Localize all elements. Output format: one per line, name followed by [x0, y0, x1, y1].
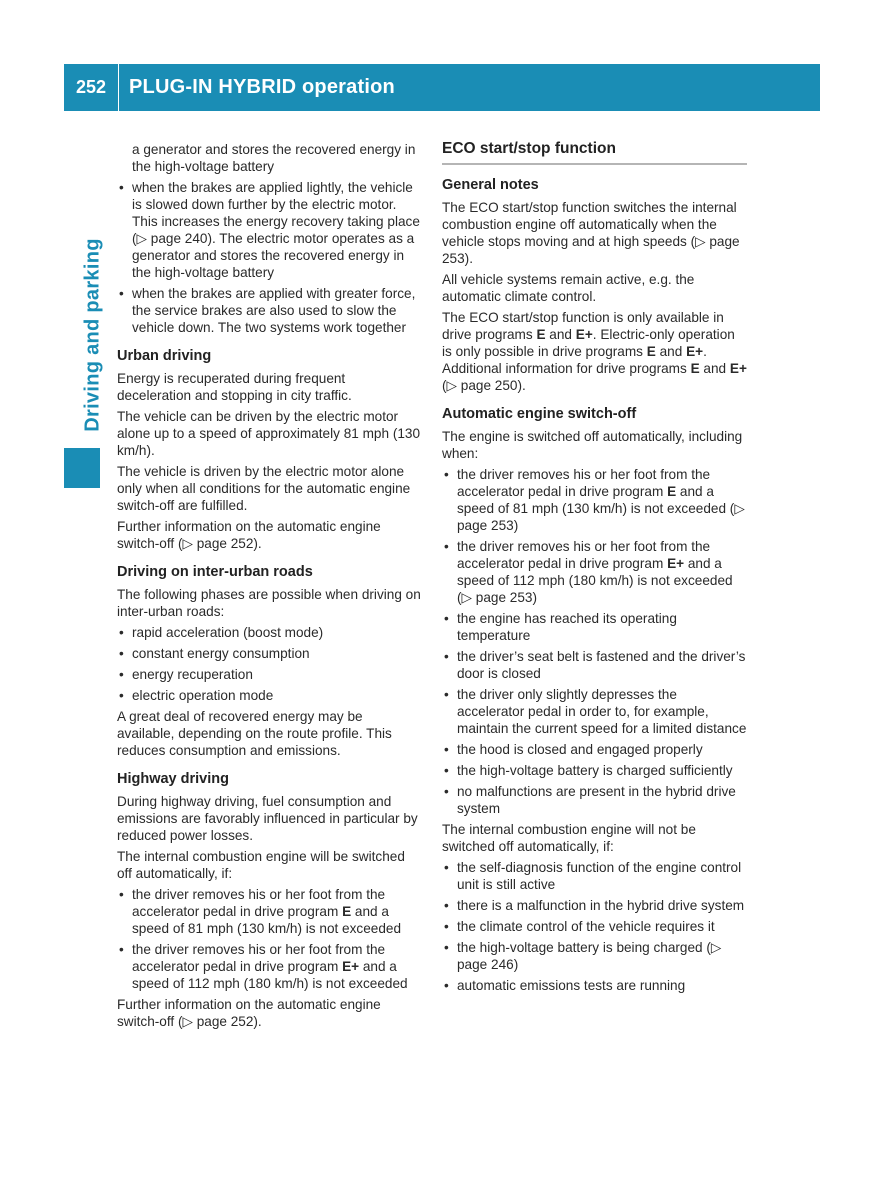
paragraph: Further information on the automatic engine switch-off (▷ page 252).	[117, 997, 381, 1029]
not-switched-off-list	[442, 859, 747, 994]
intro-bullet-list	[117, 179, 422, 336]
paragraph: The ECO start/stop function is only available in drive programs E and E+. Electric-only operation is only possible in drive programs E and E+. Additional information for drive programs E and E+ (▷ page 250).	[442, 310, 747, 393]
list-item: • the self-diagnosis function of the engine control unit is still active	[442, 859, 747, 893]
intro-continuation: a generator and stores the recovered energy in the high-voltage battery	[132, 142, 416, 174]
list-item: • the hood is closed and engaged properly	[442, 741, 747, 758]
highway-bullet-list	[117, 886, 422, 992]
list-item: • the driver removes his or her foot from the accelerator pedal in drive program E+ and a speed of 112 mph (180 km/h) is not exceeded (▷ page 253)	[442, 538, 747, 606]
paragraph: The engine is switched off automatically, including when:	[442, 429, 743, 461]
list-item: • when the brakes are applied with greater force, the service brakes are also used to slow the vehicle down. The two systems work together	[117, 285, 422, 336]
paragraph: The internal combustion engine will be switched off automatically, if:	[117, 849, 405, 881]
page-number: 252	[64, 64, 119, 111]
paragraph: Further information on the automatic engine switch-off (▷ page 252).	[117, 519, 381, 551]
urban-driving-heading: Urban driving	[117, 348, 212, 364]
paragraph: A great deal of recovered energy may be available, depending on the route profile. This reduces consumption and emissions.	[117, 709, 392, 758]
paragraph: The following phases are possible when driving on inter-urban roads:	[117, 587, 421, 619]
paragraph: Energy is recuperated during frequent deceleration and stopping in city traffic.	[117, 371, 352, 403]
interurban-bullet-list	[117, 624, 422, 704]
page-header	[64, 64, 820, 111]
list-item: • the driver only slightly depresses the accelerator pedal in order to, for example, maintain the current speed for a limited distance	[442, 686, 747, 737]
section-tab-marker	[64, 448, 100, 488]
list-item: • the engine has reached its operating temperature	[442, 610, 747, 644]
auto-switch-off-heading: Automatic engine switch-off	[442, 406, 637, 422]
left-column	[117, 141, 422, 1034]
list-item: • the high-voltage battery is charged sufficiently	[442, 762, 747, 779]
list-item: • when the brakes are applied lightly, the vehicle is slowed down further by the electric motor. This increases the energy recovery taking place (▷ page 240). The electric motor operates as a generator and stores the recovered energy in the high-voltage battery	[117, 179, 422, 281]
paragraph: During highway driving, fuel consumption and emissions are favorably influenced in particular by reduced power losses.	[117, 794, 418, 843]
chapter-title: PLUG-IN HYBRID operation	[129, 76, 395, 98]
general-notes-heading: General notes	[442, 177, 539, 193]
auto-switch-off-list	[442, 466, 747, 817]
section-side-label: Driving and parking	[81, 238, 104, 432]
interurban-heading: Driving on inter-urban roads	[117, 564, 313, 580]
list-item: • rapid acceleration (boost mode)	[117, 624, 422, 641]
paragraph: All vehicle systems remain active, e.g. the automatic climate control.	[442, 272, 695, 304]
list-item: • the driver removes his or her foot from the accelerator pedal in drive program E and a speed of 81 mph (130 km/h) is not exceeded (▷ page 253)	[442, 466, 747, 534]
paragraph: The internal combustion engine will not be switched off automatically, if:	[442, 822, 696, 854]
list-item: • constant energy consumption	[117, 645, 422, 662]
list-item: • the driver removes his or her foot from the accelerator pedal in drive program E+ and a speed of 112 mph (180 km/h) is not exceeded	[117, 941, 422, 992]
list-item: • automatic emissions tests are running	[442, 977, 747, 994]
right-column	[442, 140, 747, 998]
list-item: • the high-voltage battery is being charged (▷ page 246)	[442, 939, 747, 973]
list-item: • no malfunctions are present in the hybrid drive system	[442, 783, 747, 817]
highway-driving-heading: Highway driving	[117, 771, 229, 787]
list-item: • energy recuperation	[117, 666, 422, 683]
list-item: • electric operation mode	[117, 687, 422, 704]
paragraph: The vehicle is driven by the electric motor alone only when all conditions for the automatic engine switch-off are fulfilled.	[117, 464, 411, 513]
list-item: • the driver’s seat belt is fastened and the driver’s door is closed	[442, 648, 747, 682]
paragraph: The vehicle can be driven by the electric motor alone up to a speed of approximately 81 mph (130 km/h).	[117, 409, 421, 458]
list-item: • there is a malfunction in the hybrid drive system	[442, 897, 747, 914]
eco-section-title: ECO start/stop function	[442, 140, 747, 165]
paragraph: The ECO start/stop function switches the internal combustion engine off automatically when the vehicle stops moving and at high speeds (▷ page 253).	[442, 200, 740, 266]
list-item: • the driver removes his or her foot from the accelerator pedal in drive program E and a speed of 81 mph (130 km/h) is not exceeded	[117, 886, 422, 937]
list-item: • the climate control of the vehicle requires it	[442, 918, 747, 935]
